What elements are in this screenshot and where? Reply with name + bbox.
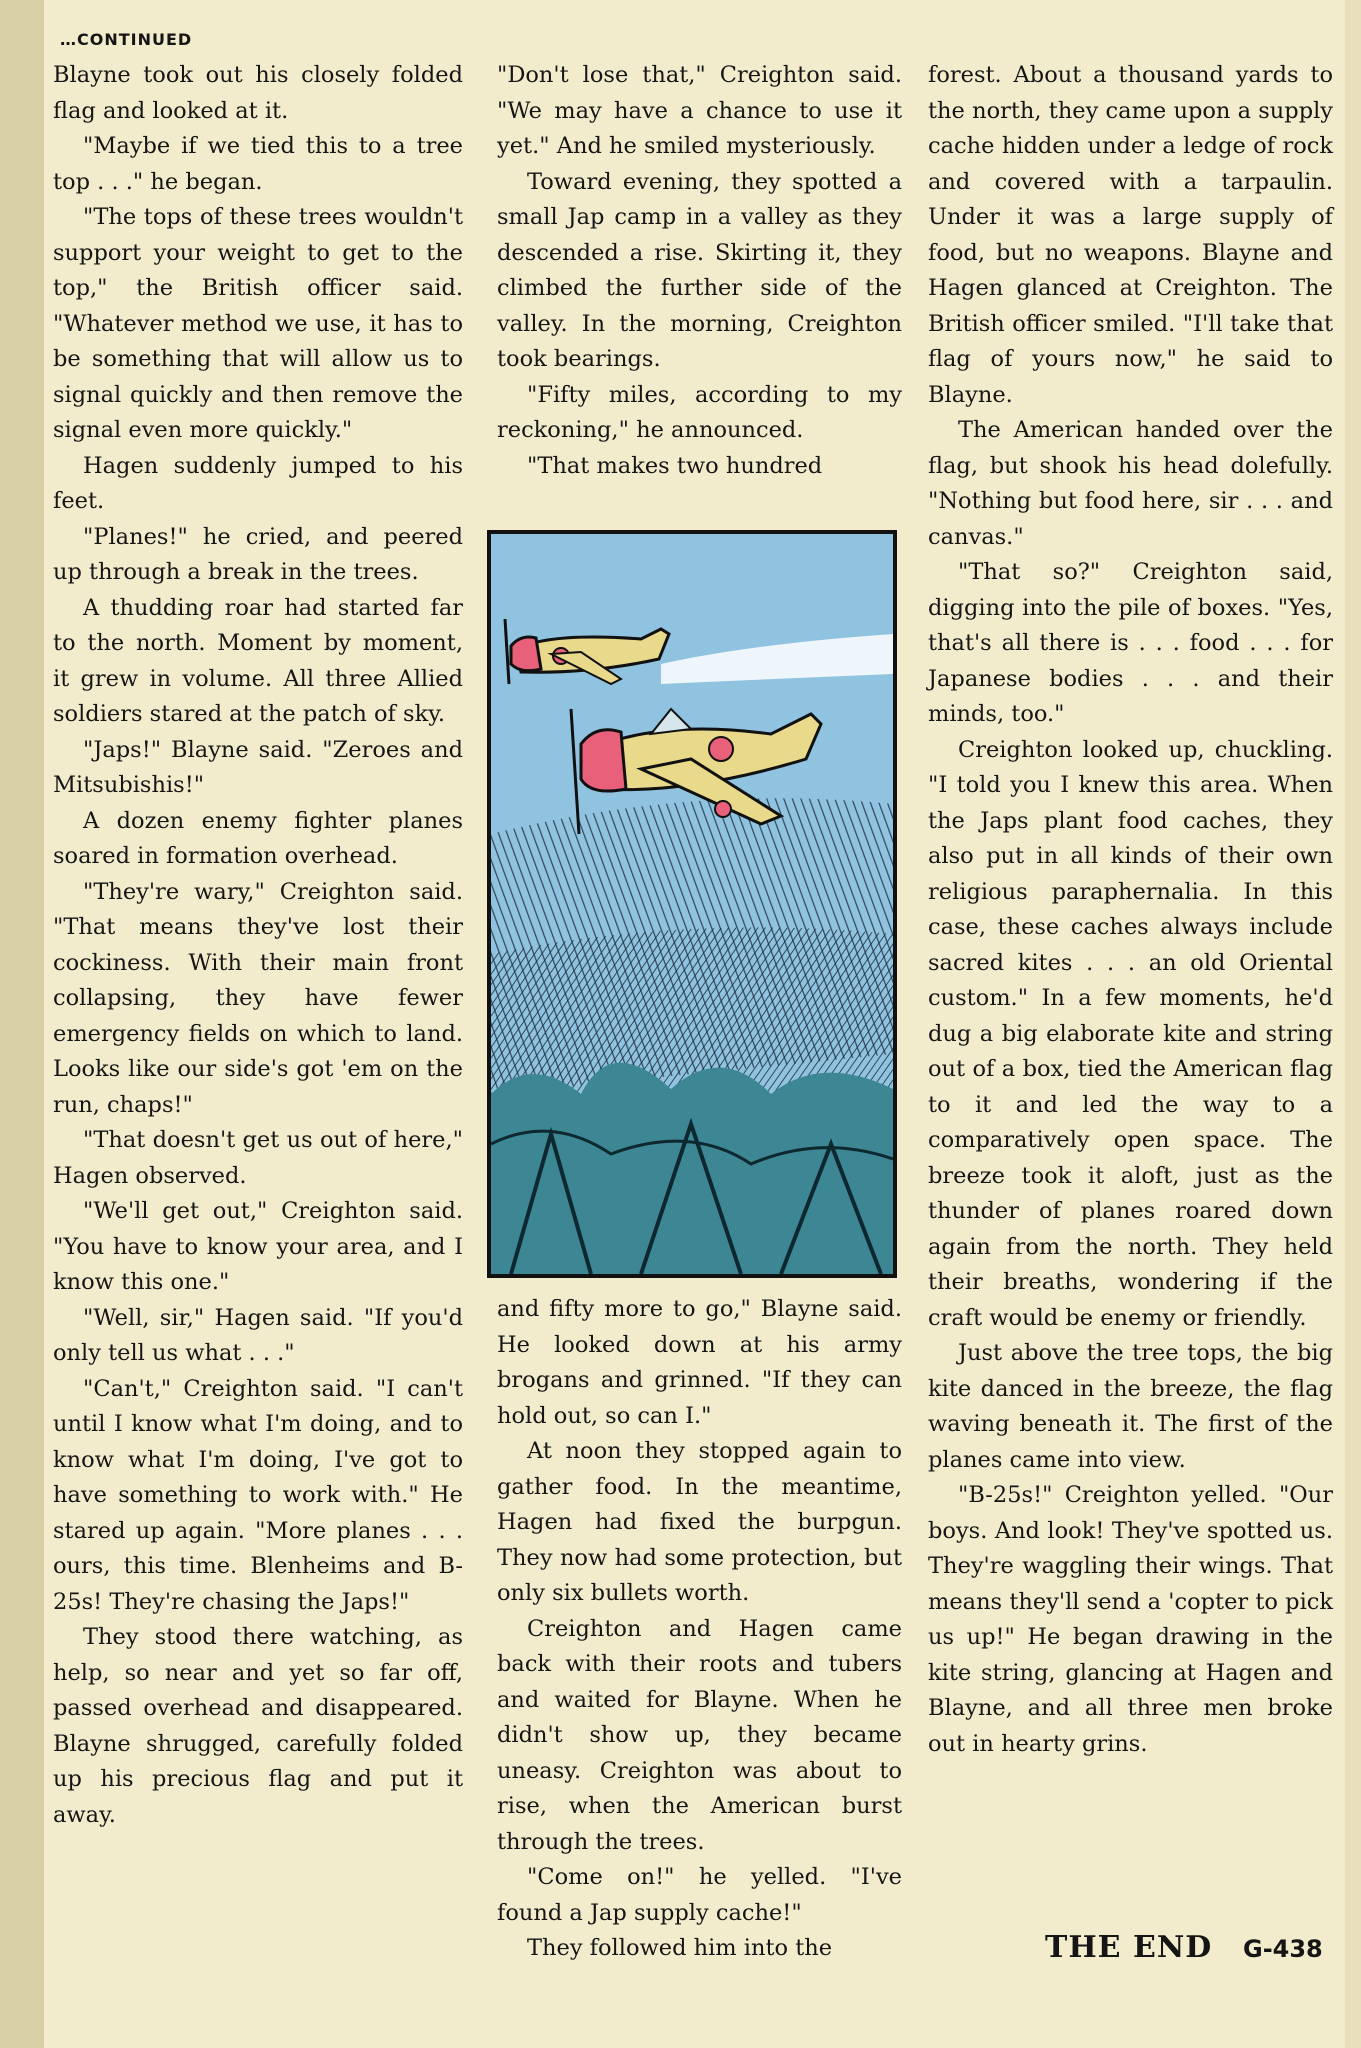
paragraph: and fifty more to go," Blayne said. He looked down at his army brogans and grinned. "If they can hold out, so can I." bbox=[497, 1296, 902, 1429]
text-column-2-lower bbox=[497, 1292, 902, 1967]
paragraph: "Don't lose that," Creighton said. "We may have a chance to use it yet." And he smiled mysteriously. bbox=[497, 62, 902, 159]
paragraph: At noon they stopped again to gather food. In the meantime, Hagen had fixed the burpgun. They now had some protection, but only six bullets worth. bbox=[497, 1438, 902, 1606]
paragraph: "We'll get out," Creighton said. "You have to know your area, and I know this one." bbox=[53, 1198, 463, 1295]
paragraph: Blayne took out his closely folded flag and looked at it. bbox=[53, 62, 463, 124]
text-column-1 bbox=[53, 58, 463, 1833]
paragraph: A dozen enemy fighter planes soared in formation overhead. bbox=[53, 807, 463, 869]
page-edge-right bbox=[1345, 0, 1361, 2048]
paragraph: "That doesn't get us out of here," Hagen observed. bbox=[53, 1127, 463, 1189]
paragraph: "Fifty miles, according to my reckoning," he announced. bbox=[497, 381, 902, 443]
paragraph: Hagen suddenly jumped to his feet. bbox=[53, 452, 463, 514]
paragraph: "Maybe if we tied this to a tree top . . ." he began. bbox=[53, 133, 463, 195]
continued-label: …CONTINUED bbox=[60, 30, 193, 49]
paragraph: forest. About a thousand yards to the north, they came upon a supply cache hidden under a ledge of rock and covered with a tarpaulin. Under it was a large supply of food, but no weapons. Blayne and Hagen glanced at Creighton. The British officer smiled. "I'll take that flag of yours now," he said to Blayne. bbox=[928, 62, 1333, 408]
the-end-label: THE END bbox=[1045, 1930, 1213, 1965]
story-code: G-438 bbox=[1243, 1935, 1323, 1963]
paragraph: "That so?" Creighton said, digging into the pile of boxes. "Yes, that's all there is . . . food . . . for Japanese bodies . . . and their minds, too." bbox=[928, 559, 1333, 727]
paragraph: Toward evening, they spotted a small Jap camp in a valley as they descended a rise. Skirting it, they climbed the further side of the valley. In the morning, Creighton took bearings. bbox=[497, 168, 902, 372]
illustration-fighter-planes bbox=[487, 530, 897, 1278]
paragraph: The American handed over the flag, but shook his head dolefully. "Nothing but food here, sir . . . and canvas." bbox=[928, 417, 1333, 550]
paragraph: A thudding roar had started far to the north. Moment by moment, it grew in volume. All three Allied soldiers stared at the patch of sky. bbox=[53, 594, 463, 727]
text-column-3 bbox=[928, 58, 1333, 1762]
paragraph: "Japs!" Blayne said. "Zeroes and Mitsubishis!" bbox=[53, 736, 463, 798]
paragraph: "That makes two hundred bbox=[527, 452, 823, 479]
text-column-2-upper bbox=[497, 58, 902, 484]
paragraph: They stood there watching, as help, so near and yet so far off, passed overhead and disappeared. Blayne shrugged, carefully folded up his precious flag and put it away. bbox=[53, 1624, 463, 1828]
paragraph: "The tops of these trees wouldn't support your weight to get to the top," the British officer said. "Whatever method we use, it has to be something that will allow us to signal quickly and then remove the signal even more quickly." bbox=[53, 204, 463, 443]
paragraph: Creighton and Hagen came back with their roots and tubers and waited for Blayne. When he didn't show up, they became uneasy. Creighton was about to rise, when the American burst through the trees. bbox=[497, 1615, 902, 1855]
paragraph: Creighton looked up, chuckling. "I told you I knew this area. When the Japs plant food caches, they also put in all kinds of their own religious paraphernalia. In this case, these caches always include sacred kites . . . an old Oriental custom." In a few moments, he'd dug a big elaborate kite and string out of a box, tied the American flag to it and led the way to a comparatively open space. The breeze took it aloft, just as the thunder of planes roared down again from the north. They held their breaths, wondering if the craft would be enemy or friendly. bbox=[928, 736, 1333, 1331]
paragraph: "Come on!" he yelled. "I've found a Jap supply cache!" bbox=[497, 1864, 902, 1926]
palm-fronds bbox=[491, 1063, 893, 1274]
paragraph: "B-25s!" Creighton yelled. "Our boys. And look! They've spotted us. They're waggling their wings. That means they'll send a 'copter to pick us up!" He began drawing in the kite string, glancing at Hagen and Blayne, and all three men broke out in hearty grins. bbox=[928, 1482, 1333, 1757]
paragraph: "They're wary," Creighton said. "That means they've lost their cockiness. With their main front collapsing, they have fewer emergency fields on which to land. Looks like our side's got 'em on the run, chaps!" bbox=[53, 878, 463, 1118]
paragraph: "Can't," Creighton said. "I can't until I know what I'm doing, and to know what I'm doing, I've got to have something to work with." He stared up again. "More planes . . . ours, this time. Blenheims and B-25s! They're chasing the Japs!" bbox=[53, 1375, 463, 1615]
planes-over-jungle-illustration bbox=[491, 534, 893, 1274]
paragraph: "Well, sir," Hagen said. "If you'd only tell us what . . ." bbox=[53, 1304, 463, 1366]
paragraph: "Planes!" he cried, and peered up through a break in the trees. bbox=[53, 523, 463, 585]
page-edge-left bbox=[0, 0, 44, 2048]
paragraph: Just above the tree tops, the big kite danced in the breeze, the flag waving beneath it. The first of the planes came into view. bbox=[928, 1340, 1333, 1473]
paragraph: They followed him into the bbox=[527, 1935, 833, 1961]
